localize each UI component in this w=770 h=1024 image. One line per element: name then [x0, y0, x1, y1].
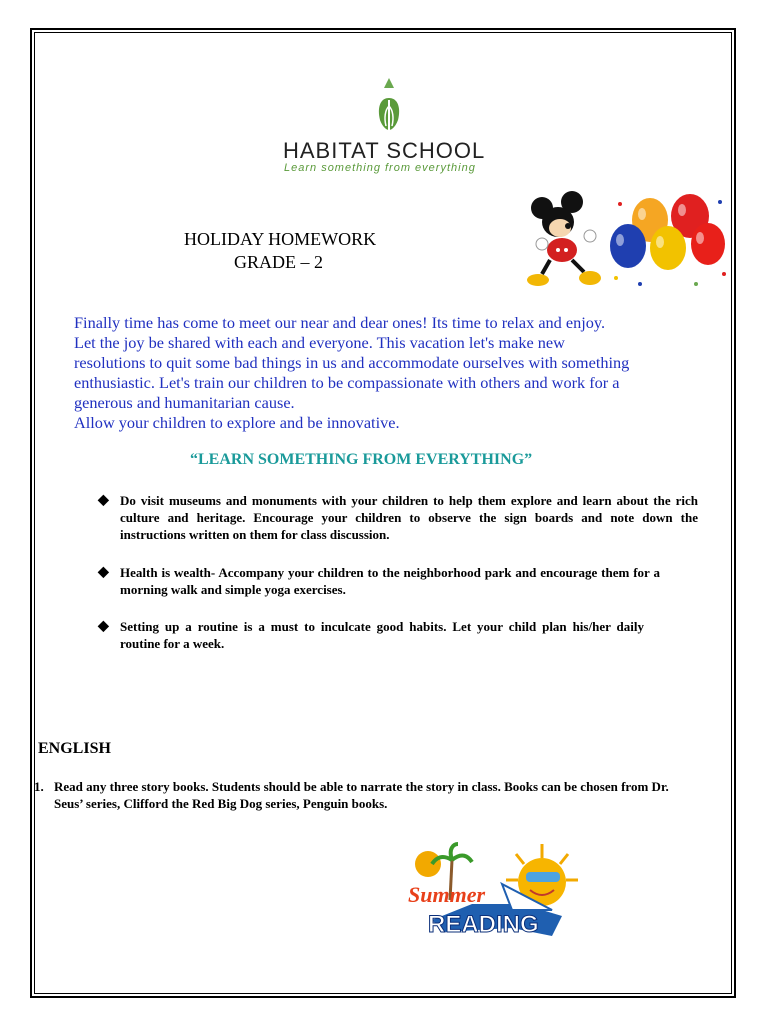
- bullet-item: [98, 618, 644, 652]
- list-number: 1.: [34, 779, 44, 794]
- bullet-text: Do visit museums and monuments with your children to help them explore and learn about the rich culture and heritage. Encourage your children to observe the sign boards and note down the instructions written on them for class discussion.: [120, 493, 698, 542]
- intro-line: Finally time has come to meet our near and dear ones! Its time to relax and enjoy.: [74, 313, 606, 332]
- bullet-text: Health is wealth- Accompany your children to the neighborhood park and encourage them for a morning walk and simple yoga exercises.: [120, 565, 660, 597]
- intro-line: generous and humanitarian cause.: [74, 393, 295, 412]
- diamond-bullet-icon: ◆: [98, 493, 109, 508]
- mickey-balloons-illustration: [520, 188, 730, 293]
- motto: “LEARN SOMETHING FROM EVERYTHING”: [190, 451, 533, 468]
- grade-label: GRADE – 2: [234, 252, 323, 272]
- intro-paragraph: [74, 313, 704, 433]
- bullet-text: Setting up a routine is a must to inculcate good habits. Let your child plan his/her daily routine for a week.: [120, 619, 644, 651]
- intro-line: Let the joy be shared with each and everyone. This vacation let's make new: [74, 333, 565, 352]
- badge-summer-text: Summer: [408, 882, 486, 907]
- badge-reading-text: READING: [428, 911, 539, 938]
- list-item: [34, 778, 698, 812]
- list-item-text: Read any three story books. Students should be able to narrate the story in class. Books can be chosen from Dr. Seus’ series, Clifford the Red Big Dog series, Penguin books.: [54, 779, 669, 811]
- bullet-item: [98, 492, 698, 543]
- summer-reading-badge: [402, 840, 582, 946]
- intro-line: resolutions to quit some bad things in us and accommodate ourselves with something: [74, 353, 630, 372]
- intro-line: Allow your children to explore and be innovative.: [74, 413, 400, 432]
- section-heading-english: ENGLISH: [38, 740, 111, 757]
- intro-line: enthusiastic. Let's train our children to be compassionate with others and work for a: [74, 373, 620, 392]
- school-logo-icon: [372, 76, 406, 132]
- diamond-bullet-icon: ◆: [98, 619, 109, 634]
- page-title: HOLIDAY HOMEWORK: [184, 229, 377, 249]
- school-tagline: Learn something from everything: [284, 162, 476, 174]
- bullet-item: [98, 564, 660, 598]
- diamond-bullet-icon: ◆: [98, 565, 109, 580]
- school-name: HABITAT SCHOOL: [283, 138, 486, 163]
